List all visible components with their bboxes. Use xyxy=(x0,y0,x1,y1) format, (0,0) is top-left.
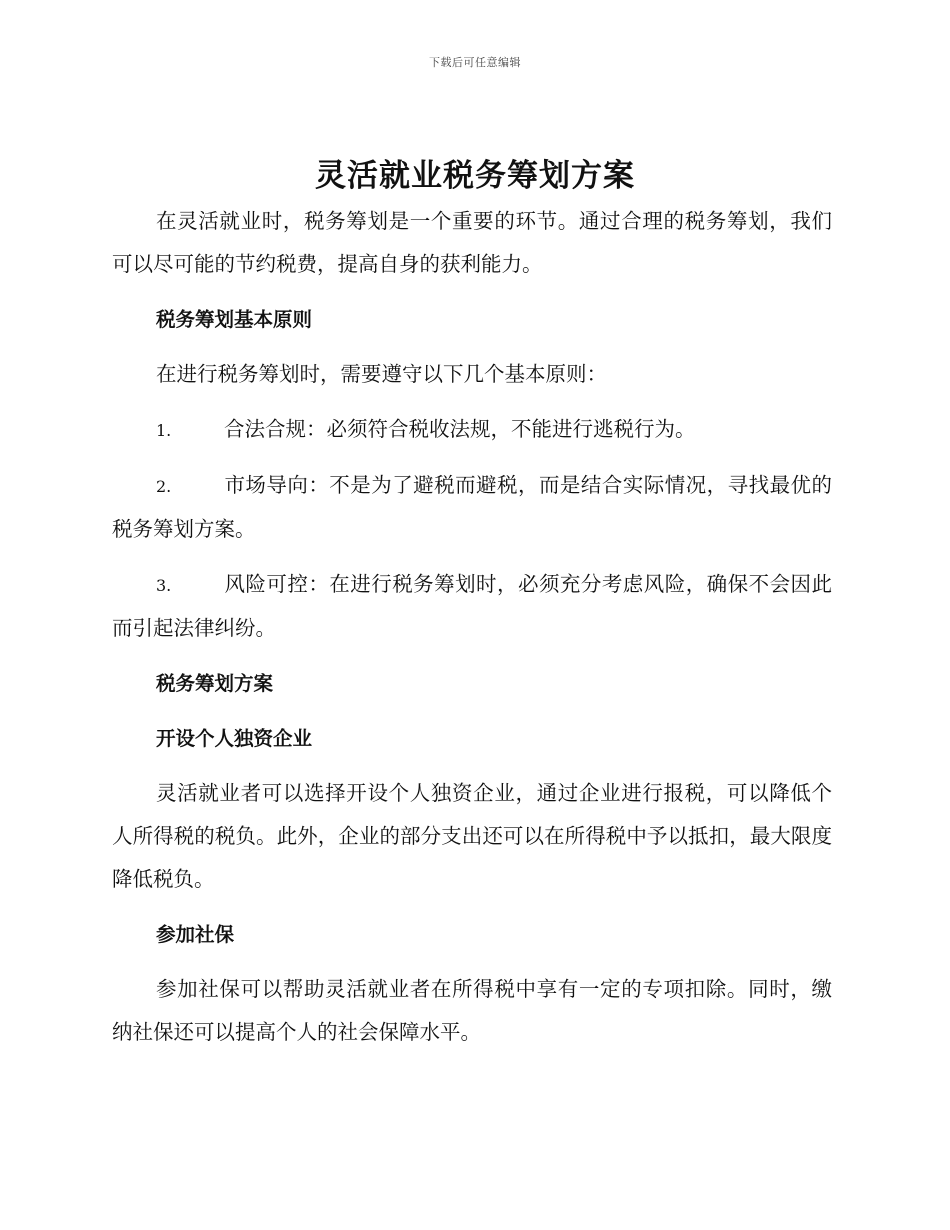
principle-number: 1. xyxy=(156,421,172,440)
section-body: 灵活就业者可以选择开设个人独资企业，通过企业进行报税，可以降低个人所得税的税负。此外，企业的部分支出还可以在所得税中予以抵扣，最大限度降低税负。 xyxy=(112,781,832,891)
header-note: 下载后可任意编辑 xyxy=(429,56,521,69)
section-heading: 开设个人独资企业 xyxy=(156,727,313,750)
principle-item xyxy=(112,464,832,551)
document-title: 灵活就业税务筹划方案 xyxy=(315,158,635,194)
principle-text: 风险可控：在进行税务筹划时，必须充分考虑风险，确保不会因此而引起法律纠纷。 xyxy=(112,572,832,640)
principle-number: 3. xyxy=(156,576,172,595)
principle-item xyxy=(112,563,832,650)
principle-number: 2. xyxy=(156,477,172,496)
principles-heading: 税务筹划基本原则 xyxy=(156,308,313,331)
section-body: 参加社保可以帮助灵活就业者在所得税中享有一定的专项扣除。同时，缴纳社保还可以提高个人的社会保障水平。 xyxy=(112,977,832,1044)
section-heading: 参加社保 xyxy=(156,923,235,946)
principle-text: 合法合规：必须符合税收法规，不能进行逃税行为。 xyxy=(224,417,696,441)
intro-paragraph: 在灵活就业时，税务筹划是一个重要的环节。通过合理的税务筹划，我们可以尽可能的节约税费，提高自身的获利能力。 xyxy=(112,209,832,276)
principle-item xyxy=(112,408,832,452)
principle-text: 市场导向：不是为了避税而避税，而是结合实际情况，寻找最优的税务筹划方案。 xyxy=(112,473,832,541)
principles-lead: 在进行税务筹划时，需要遵守以下几个基本原则： xyxy=(156,362,607,386)
document-body xyxy=(112,200,832,1054)
plan-heading: 税务筹划方案 xyxy=(156,672,274,695)
